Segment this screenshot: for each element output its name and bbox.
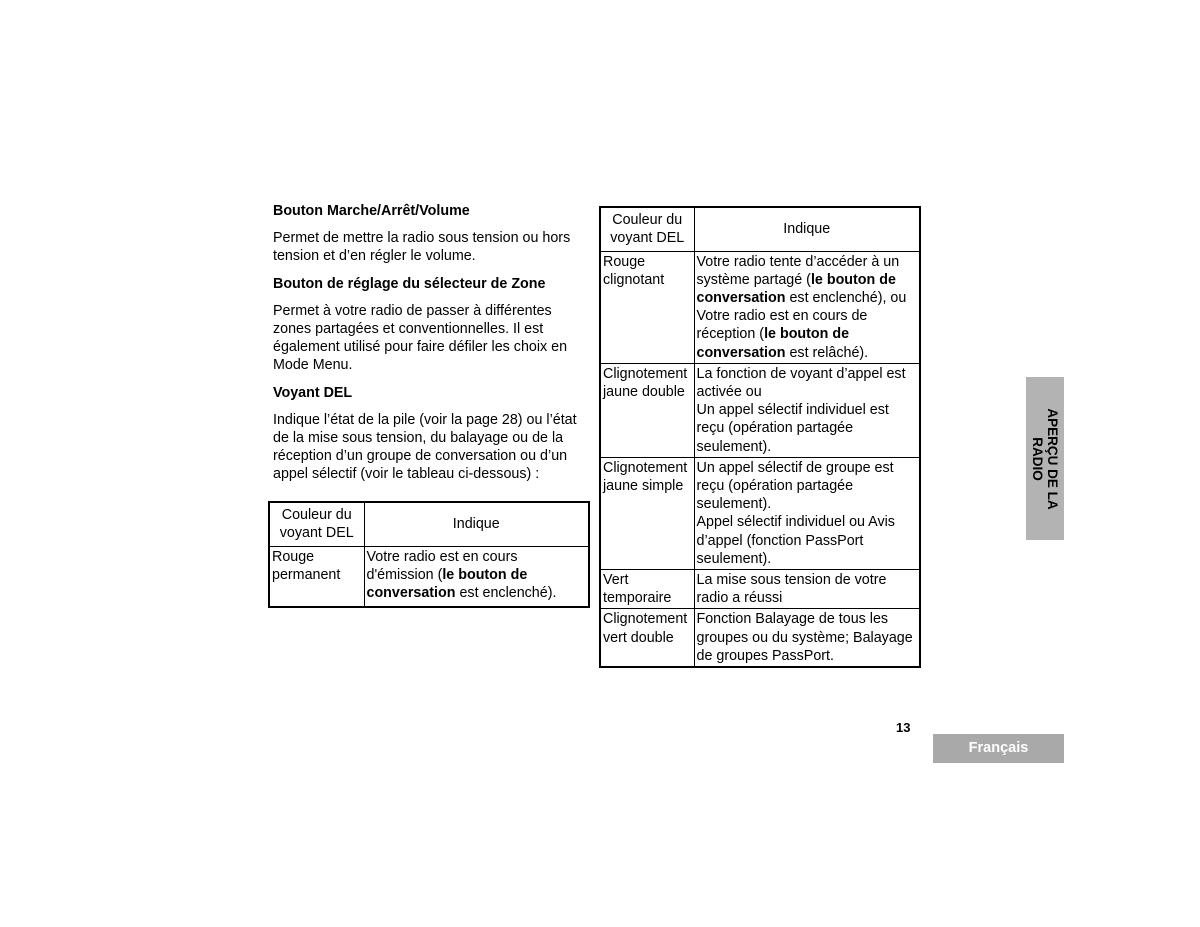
led-color-cell: Rouge clignotant: [600, 251, 694, 363]
table-row: [600, 363, 920, 457]
led-color-cell: Vert temporaire: [600, 569, 694, 608]
led-color-cell: Rouge permanent: [269, 546, 364, 607]
indication-cell: Votre radio tente d’accéder à un système partagé (le bouton de conversation est enclenché), ou Votre radio est en cours de réception (le bouton de conversation est relâché).: [694, 251, 920, 363]
indication-cell: Un appel sélectif de groupe est reçu (opération partagée seulement). Appel sélectif individuel ou Avis d’appel (fonction PassPort seulement).: [694, 457, 920, 569]
heading-power-volume: Bouton Marche/Arrêt/Volume: [273, 203, 470, 219]
section-tab-line1: APERÇU DE LA: [1045, 407, 1060, 510]
table-row: [600, 251, 920, 363]
para-zone-selector: Permet à votre radio de passer à différentes zones partagées et conventionnelles. Il est également utilisé pour faire défiler les choix en Mode Menu.: [273, 302, 568, 374]
table-row: [600, 569, 920, 608]
led-table-small: [268, 501, 590, 608]
indication-cell: Votre radio est en cours d'émission (le bouton de conversation est enclenché).: [364, 546, 589, 607]
table-row: [600, 457, 920, 569]
led-table-large: [599, 206, 921, 668]
para-led: Indique l’état de la pile (voir la page 28) ou l’état de la mise sous tension, du balayage ou de la réception d’un groupe de conversation ou d’un appel sélectif (voir le tableau ci-dessous) :: [273, 411, 577, 483]
heading-led: Voyant DEL: [273, 384, 353, 401]
led-color-cell: Clignotement vert double: [600, 609, 694, 667]
table-row: [269, 546, 589, 607]
heading-zone-selector: Bouton de réglage du sélecteur de Zone: [273, 275, 546, 292]
section-tab-line2: RADIO: [1030, 436, 1045, 481]
left-column: [273, 202, 591, 493]
indication-cell: Fonction Balayage de tous les groupes ou du système; Balayage de groupes PassPort.: [694, 609, 920, 667]
led-color-cell: Clignotement jaune simple: [600, 457, 694, 569]
header-indicates: Indique: [694, 207, 920, 251]
header-led-color: Couleur du voyant DEL: [269, 502, 364, 546]
led-color-cell: Clignotement jaune double: [600, 363, 694, 457]
indication-cell: La mise sous tension de votre radio a réussi: [694, 569, 920, 608]
table-row: [600, 609, 920, 667]
para-power-volume: Permet de mettre la radio sous tension ou hors tension et d’en régler le volume.: [273, 230, 571, 265]
header-led-color: Couleur du voyant DEL: [600, 207, 694, 251]
section-tab: [1026, 377, 1064, 540]
indication-cell: La fonction de voyant d’appel est activée ou Un appel sélectif individuel est reçu (opération partagée seulement).: [694, 363, 920, 457]
language-tab: Français: [933, 734, 1064, 763]
header-indicates: Indique: [364, 502, 589, 546]
page-number: 13: [896, 720, 911, 735]
